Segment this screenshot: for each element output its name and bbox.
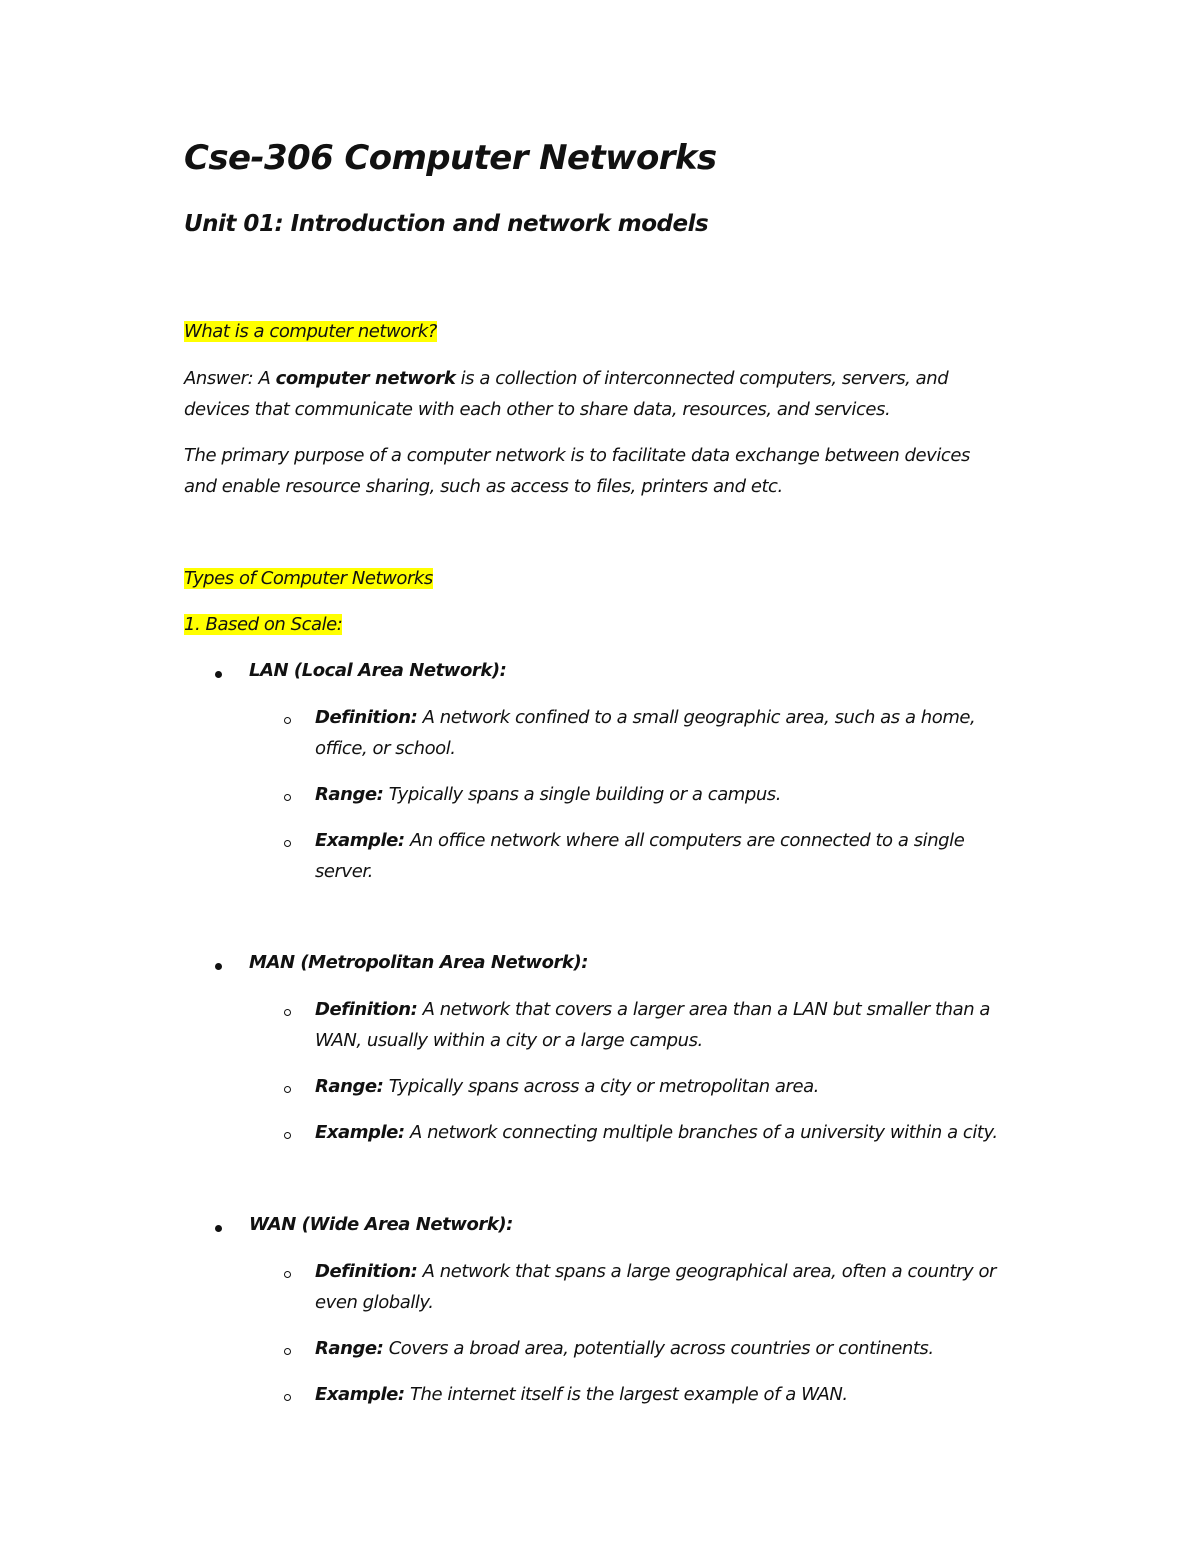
wan-range: Range: Covers a broad area, potentially across countries or continents. bbox=[315, 1338, 934, 1359]
wan-example: Example: The internet itself is the largest example of a WAN. bbox=[315, 1384, 848, 1405]
network-name-wan: WAN (Wide Area Network): bbox=[249, 1214, 513, 1235]
lan-range: Range: Typically spans a single building or a campus. bbox=[315, 784, 782, 805]
man-definition-line-2: WAN, usually within a city or a large campus. bbox=[315, 1030, 703, 1051]
question-text: What is a computer network? bbox=[184, 321, 437, 342]
sub-bullet-icon bbox=[284, 1271, 291, 1278]
sub-bullet-icon bbox=[284, 717, 291, 724]
unit-subtitle: Unit 01: Introduction and network models bbox=[184, 211, 709, 237]
bullet-icon bbox=[215, 1225, 222, 1232]
answer-line-2: devices that communicate with each other to share data, resources, and services. bbox=[184, 399, 891, 420]
wan-definition-line-2: even globally. bbox=[315, 1292, 434, 1313]
scale-heading-text: 1. Based on Scale: bbox=[184, 614, 343, 635]
network-name-man: MAN (Metropolitan Area Network): bbox=[249, 952, 588, 973]
man-example: Example: A network connecting multiple branches of a university within a city. bbox=[315, 1122, 998, 1143]
bullet-icon bbox=[215, 963, 222, 970]
purpose-line-1: The primary purpose of a computer network is to facilitate data exchange between devices bbox=[184, 445, 970, 466]
answer-line1-rest: is a collection of interconnected computers, servers, and bbox=[455, 368, 949, 389]
question-heading bbox=[184, 320, 437, 344]
sub-bullet-icon bbox=[284, 794, 291, 801]
man-definition-line-1: Definition: A network that covers a larger area than a LAN but smaller than a bbox=[315, 999, 991, 1020]
bullet-icon bbox=[215, 671, 222, 678]
network-name-lan: LAN (Local Area Network): bbox=[249, 660, 507, 681]
wan-definition-line-1: Definition: A network that spans a large geographical area, often a country or bbox=[315, 1261, 996, 1282]
lan-definition-line-1: Definition: A network confined to a small geographic area, such as a home, bbox=[315, 707, 976, 728]
man-range: Range: Typically spans across a city or metropolitan area. bbox=[315, 1076, 819, 1097]
purpose-line-2: and enable resource sharing, such as access to files, printers and etc. bbox=[184, 476, 783, 497]
sub-bullet-icon bbox=[284, 1394, 291, 1401]
sub-bullet-icon bbox=[284, 1009, 291, 1016]
scale-heading bbox=[184, 613, 342, 637]
lan-example-line-2: server. bbox=[315, 861, 373, 882]
sub-bullet-icon bbox=[284, 840, 291, 847]
sub-bullet-icon bbox=[284, 1086, 291, 1093]
answer-prefix: Answer: A bbox=[184, 368, 276, 389]
page-title: Cse-306 Computer Networks bbox=[184, 138, 717, 178]
lan-example-line-1: Example: An office network where all computers are connected to a single bbox=[315, 830, 965, 851]
types-heading-text: Types of Computer Networks bbox=[184, 568, 433, 589]
answer-line-1 bbox=[184, 367, 948, 391]
sub-bullet-icon bbox=[284, 1132, 291, 1139]
sub-bullet-icon bbox=[284, 1348, 291, 1355]
lan-definition-line-2: office, or school. bbox=[315, 738, 456, 759]
answer-term: computer network bbox=[275, 368, 456, 389]
types-heading bbox=[184, 567, 433, 591]
